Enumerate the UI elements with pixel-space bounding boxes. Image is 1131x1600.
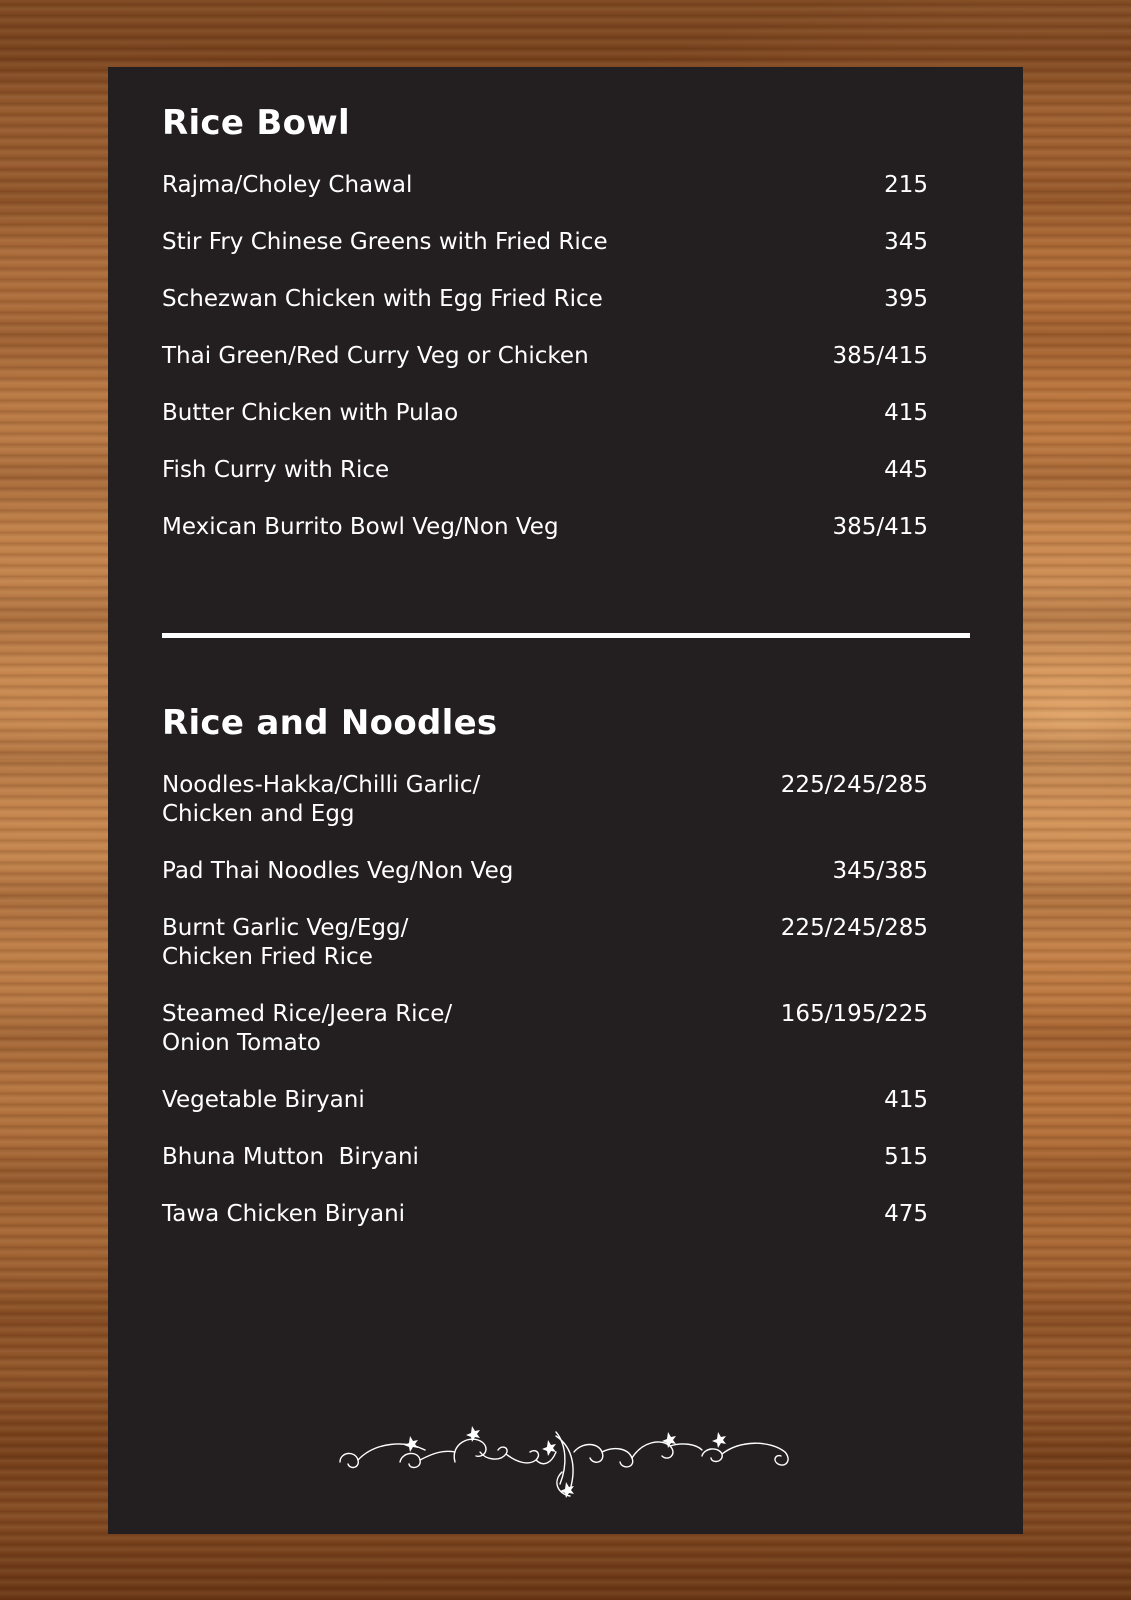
- item-name: Schezwan Chicken with Egg Fried Rice: [162, 286, 603, 312]
- menu-item: [162, 228, 928, 285]
- item-price: 445: [884, 457, 928, 483]
- menu-item: [162, 285, 928, 342]
- menu-item: [162, 1000, 928, 1086]
- menu-item: [162, 857, 928, 914]
- item-name: Steamed Rice/Jeera Rice/ Onion Tomato: [162, 1001, 453, 1056]
- item-name: Butter Chicken with Pulao: [162, 400, 459, 426]
- item-name: Thai Green/Red Curry Veg or Chicken: [162, 343, 589, 369]
- item-price: 515: [884, 1144, 928, 1170]
- section-divider: [162, 633, 970, 638]
- item-name: Fish Curry with Rice: [162, 457, 390, 483]
- section-title-rice-and-noodles: Rice and Noodles: [162, 703, 498, 743]
- item-price: 345: [884, 229, 928, 255]
- item-price: 225/245/285: [780, 772, 928, 798]
- item-name: Stir Fry Chinese Greens with Fried Rice: [162, 229, 608, 255]
- menu-item: [162, 771, 928, 857]
- item-name: Bhuna Mutton Biryani: [162, 1144, 419, 1170]
- rice-bowl-list: [162, 171, 928, 570]
- item-price: 475: [884, 1201, 928, 1227]
- menu-item: [162, 513, 928, 570]
- menu-item: [162, 914, 928, 1000]
- item-price: 165/195/225: [780, 1001, 928, 1027]
- item-price: 225/245/285: [780, 915, 928, 941]
- menu-item: [162, 1200, 928, 1257]
- section-title-rice-bowl: Rice Bowl: [162, 103, 350, 143]
- item-price: 385/415: [832, 514, 928, 540]
- menu-item: [162, 342, 928, 399]
- item-price: 345/385: [832, 858, 928, 884]
- rice-and-noodles-list: [162, 771, 928, 1257]
- floral-ornament: [330, 1422, 800, 1504]
- item-price: 415: [884, 1087, 928, 1113]
- item-price: 215: [884, 172, 928, 198]
- menu-item: [162, 171, 928, 228]
- menu-item: [162, 1143, 928, 1200]
- item-price: 385/415: [832, 343, 928, 369]
- item-name: Burnt Garlic Veg/Egg/ Chicken Fried Rice: [162, 915, 409, 970]
- item-name: Tawa Chicken Biryani: [162, 1201, 406, 1227]
- menu-item: [162, 399, 928, 456]
- item-name: Pad Thai Noodles Veg/Non Veg: [162, 858, 514, 884]
- item-price: 395: [884, 286, 928, 312]
- menu-item: [162, 1086, 928, 1143]
- item-name: Noodles-Hakka/Chilli Garlic/ Chicken and Egg: [162, 772, 481, 827]
- item-name: Rajma/Choley Chawal: [162, 172, 413, 198]
- menu-board: [108, 67, 1023, 1534]
- item-name: Mexican Burrito Bowl Veg/Non Veg: [162, 514, 559, 540]
- item-price: 415: [884, 400, 928, 426]
- menu-item: [162, 456, 928, 513]
- item-name: Vegetable Biryani: [162, 1087, 365, 1113]
